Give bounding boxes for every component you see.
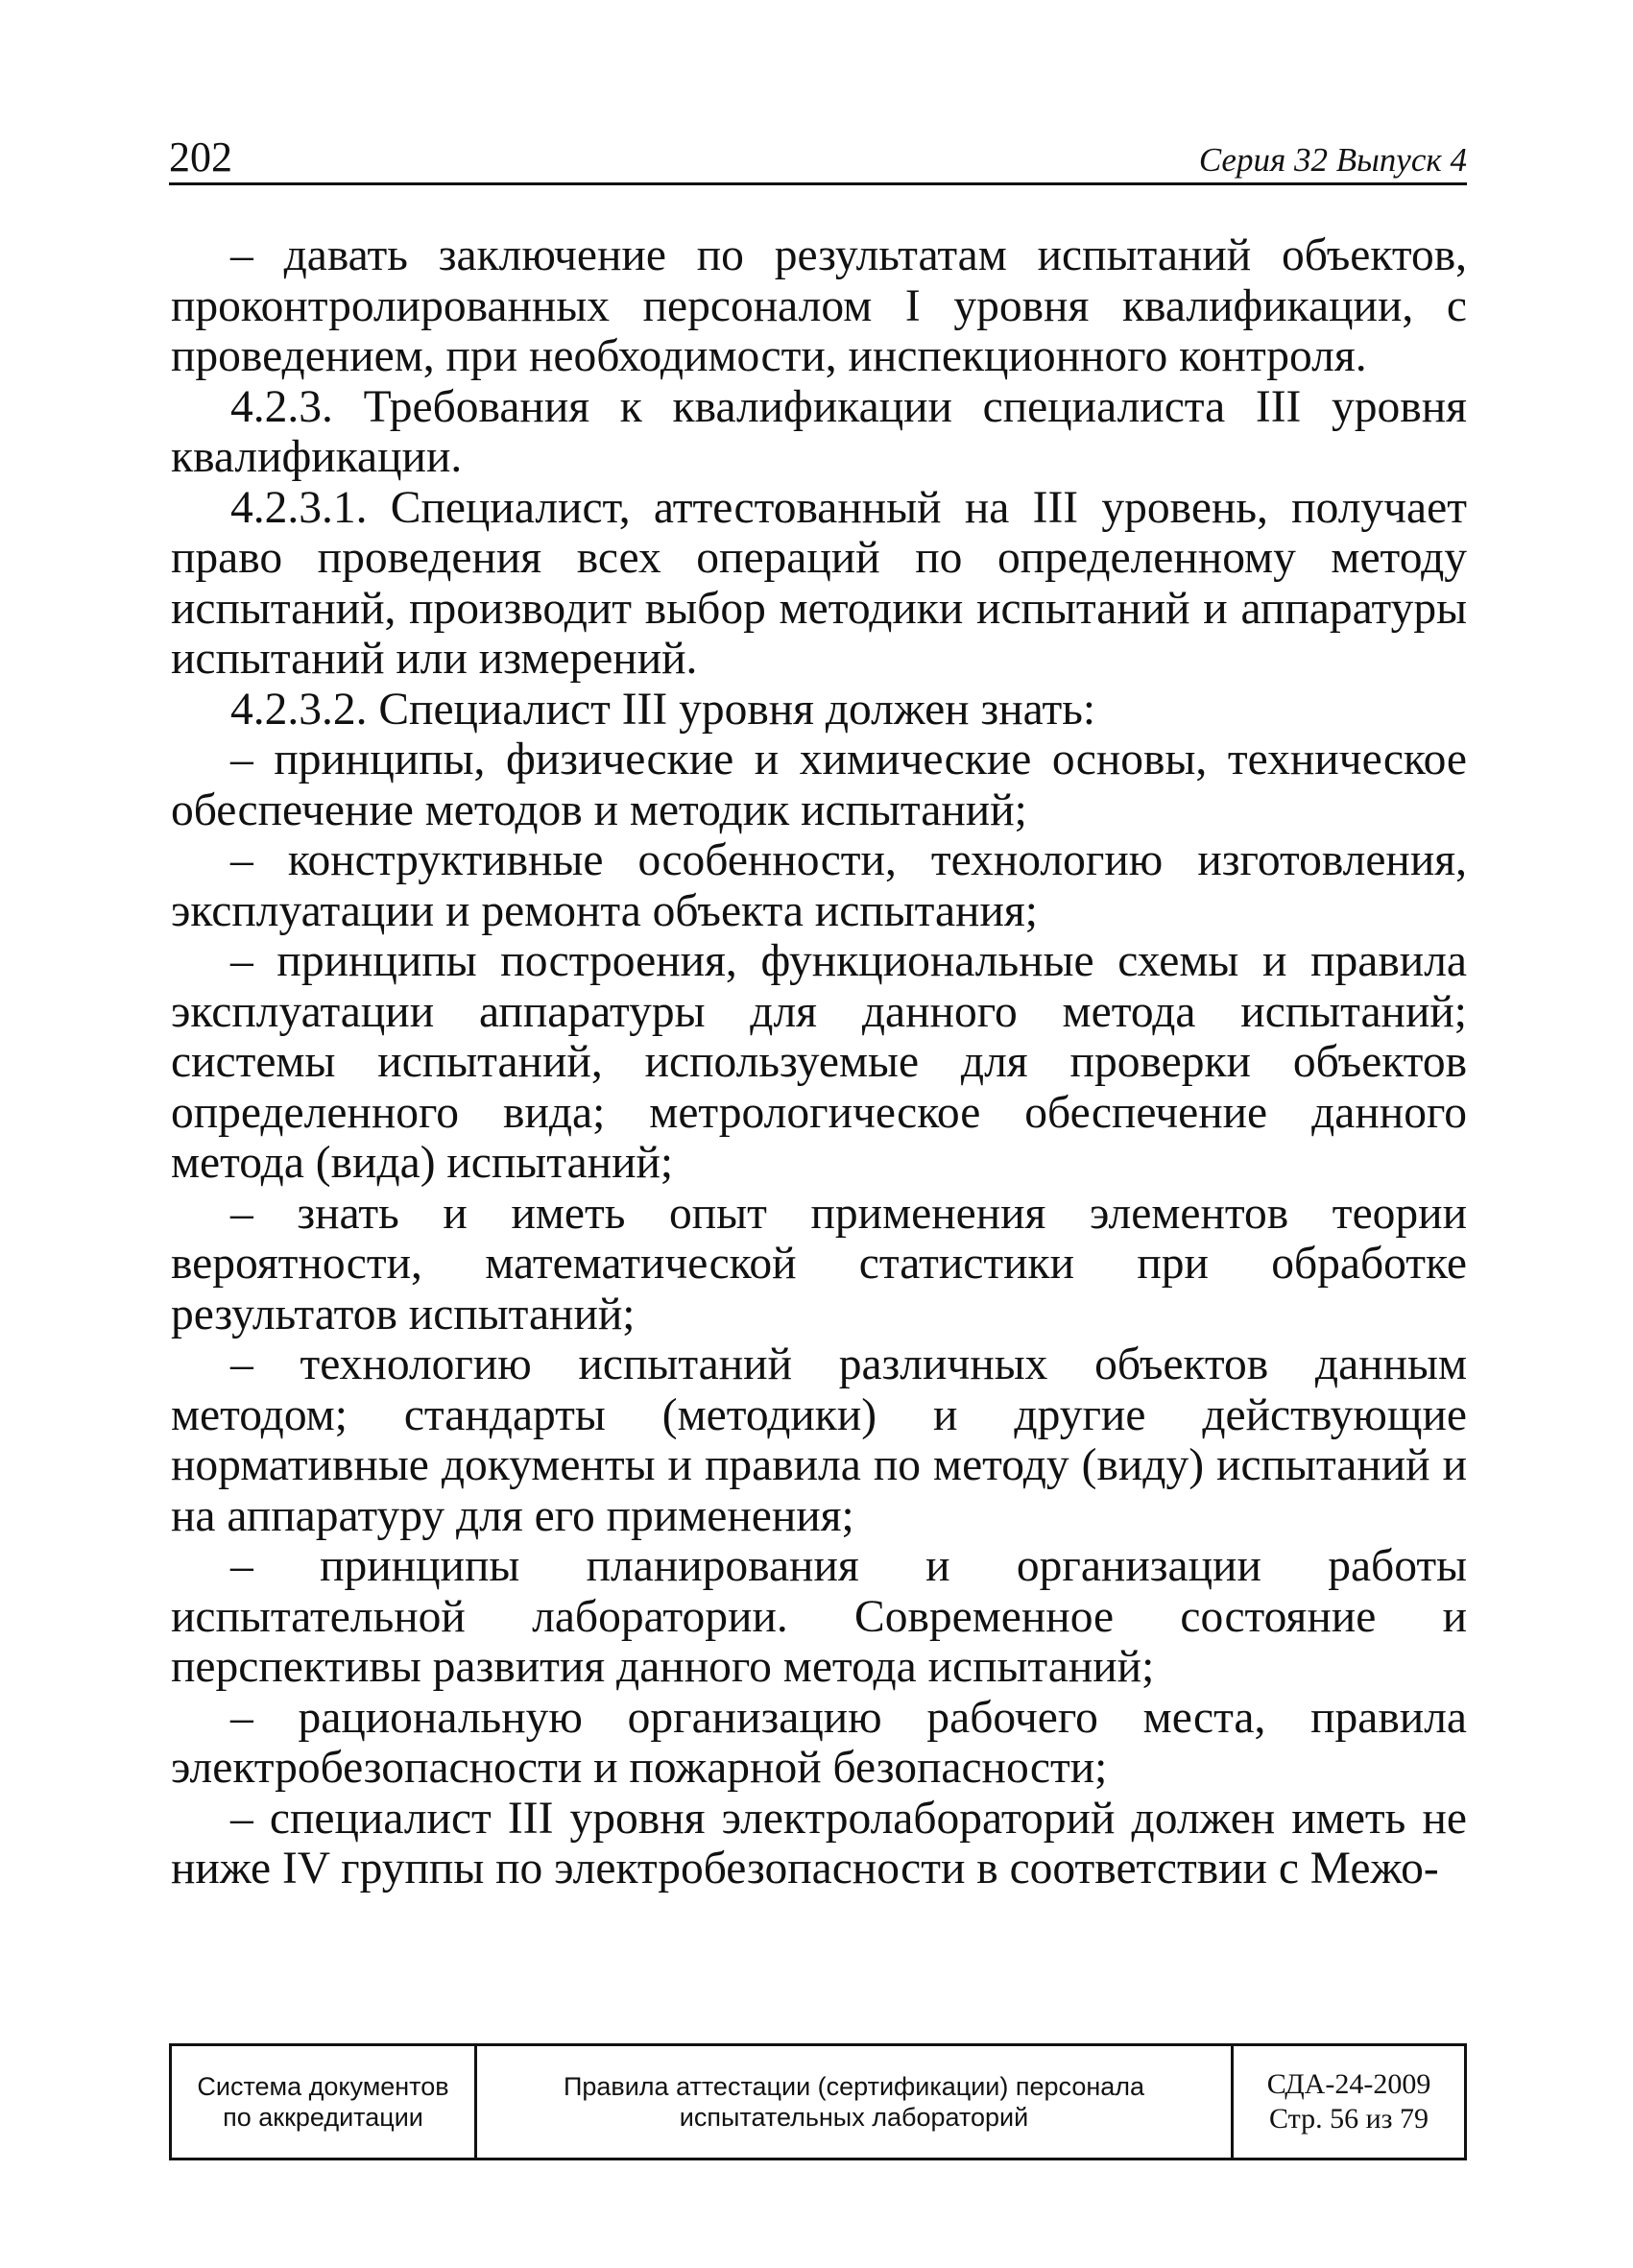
- paragraph: 4.2.3.2. Специалист III уровня должен знать:: [230, 684, 1096, 735]
- paragraph: – давать заключение по результатам испытаний объектов, проконтролированных персоналом I уровня квалификации, с проведением, при необходимости, инспекционного контроля.: [171, 230, 1467, 381]
- footer-title-line1: Правила аттестации (сертификации) персонала: [563, 2072, 1145, 2101]
- paragraph: – технологию испытаний различных объектов данным методом; стандарты (методики) и другие действующие нормативные документы и правила по методу (виду) испытаний и на аппаратуру для его применения;: [171, 1339, 1467, 1541]
- footer-title-line2: испытательных лабораторий: [679, 2103, 1029, 2132]
- paragraph: 4.2.3. Требования к квалификации специалиста III уровня квалификации.: [171, 381, 1467, 482]
- paragraph: 4.2.3.1. Специалист, аттестованный на III уровень, получает право проведения всех операций по определенному методу испытаний, производит выбор методики испытаний и аппаратуры испытаний или измерений.: [171, 482, 1467, 684]
- series-label: Серия 32 Выпуск 4: [1198, 141, 1467, 179]
- footer-title-cell: [477, 2046, 1234, 2158]
- paragraph: – принципы планирования и организации работы испытательной лаборатории. Современное состояние и перспективы развития данного метода испытаний;: [171, 1541, 1467, 1692]
- footer-table: [169, 2043, 1467, 2160]
- paragraph: – конструктивные особенности, технологию изготовления, эксплуатации и ремонта объекта испытания;: [171, 835, 1467, 936]
- footer-doc-code: СДА-24-2009: [1266, 2068, 1431, 2100]
- footer-system-line1: Система документов: [197, 2072, 449, 2101]
- footer-system-line2: по аккредитации: [223, 2103, 423, 2132]
- body-text: [171, 230, 1467, 1894]
- footer-page-count: Стр. 56 из 79: [1269, 2103, 1429, 2135]
- page-header: [169, 133, 1467, 185]
- page-number: 202: [169, 133, 232, 181]
- paragraph: – знать и иметь опыт применения элементов теории вероятности, математической статистики при обработке результатов испытаний;: [171, 1188, 1467, 1339]
- footer-code-cell: [1234, 2046, 1464, 2158]
- paragraph: – принципы построения, функциональные схемы и правила эксплуатации аппаратуры для данного метода испытаний; системы испытаний, используемые для проверки объектов определенного вида; метрологическое обеспечение данного метода (вида) испытаний;: [171, 936, 1467, 1188]
- paragraph: – принципы, физические и химические основы, техническое обеспечение методов и методик испытаний;: [171, 735, 1467, 835]
- paragraph: – специалист III уровня электролабораторий должен иметь не ниже IV группы по электробезопасности в соответствии с Межо-: [171, 1793, 1467, 1894]
- paragraph: – рациональную организацию рабочего места, правила электробезопасности и пожарной безопасности;: [171, 1692, 1467, 1793]
- footer-system-cell: [172, 2046, 477, 2158]
